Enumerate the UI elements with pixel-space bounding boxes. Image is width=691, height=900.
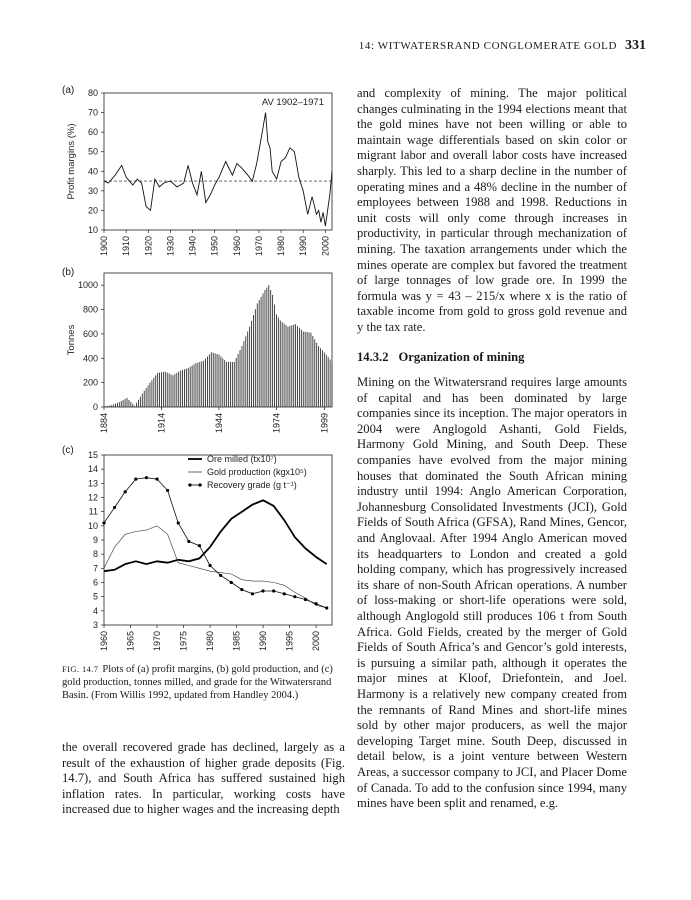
svg-text:40: 40: [87, 166, 98, 177]
svg-text:1950: 1950: [209, 236, 220, 257]
svg-text:13: 13: [87, 478, 98, 489]
svg-text:1985: 1985: [231, 631, 242, 652]
svg-text:10: 10: [87, 520, 98, 531]
svg-text:60: 60: [87, 127, 98, 138]
svg-text:1980: 1980: [276, 236, 287, 257]
svg-text:9: 9: [92, 535, 98, 545]
running-header: [359, 38, 646, 54]
page-number: 331: [625, 38, 646, 53]
svg-text:1995: 1995: [284, 631, 295, 652]
svg-text:Ore milled (tx10⁷): Ore milled (tx10⁷): [207, 454, 277, 464]
svg-text:12: 12: [87, 492, 98, 503]
panel-a-label: (a): [62, 85, 75, 96]
svg-text:70: 70: [87, 107, 98, 118]
svg-text:1960: 1960: [99, 631, 109, 652]
svg-text:1974: 1974: [271, 413, 282, 434]
section-number: 14.3.2: [357, 349, 389, 364]
svg-text:1940: 1940: [187, 236, 198, 257]
svg-text:80: 80: [87, 88, 98, 98]
svg-text:400: 400: [82, 353, 98, 364]
panel-c: [62, 445, 347, 663]
body-paragraph: the overall recovered grade has declined, largely as a result of the exhaustion of higher grade deposits (Fig. 14.7), and South Africa has suffered sustained high inflation rates. In particular, working costs have increased due to higher wages and the increasing depth: [62, 740, 345, 817]
svg-text:1914: 1914: [156, 413, 167, 434]
body-paragraph: and complexity of mining. The major political changes culminating in the 1994 elections meant that the gold mines have not been willing or able to maintain wage differentials based on skin color or migrant labor and overall labor costs have increased sharply. This led to a sharp decline in the number of operating mines and a 48% decline in the number of employees between 1988 and 1998. Reductions in unit costs will only come through increases in productivity, in particular through mechanization of mining. The taxation arrangements under which the mines operate are complex but favored the treatment of large tonnages of low grade ore. In 1999 the formula was y = 43 – 215/x where x is the ratio of taxable income from gold to gross gold revenue and y the tax rate.: [357, 86, 627, 334]
svg-text:Recovery grade (g t⁻¹): Recovery grade (g t⁻¹): [207, 480, 297, 490]
svg-text:Profit margins (%): Profit margins (%): [66, 123, 77, 200]
svg-text:11: 11: [88, 506, 98, 517]
svg-text:5: 5: [92, 591, 98, 602]
caption-label: FIG. 14.7: [62, 664, 99, 674]
svg-text:3: 3: [92, 620, 98, 630]
svg-text:1970: 1970: [152, 631, 163, 652]
svg-text:4: 4: [92, 605, 98, 616]
left-column: [62, 740, 345, 818]
svg-text:1980: 1980: [205, 631, 216, 652]
right-column: [357, 86, 627, 812]
svg-text:AV 1902–1971: AV 1902–1971: [261, 97, 324, 108]
svg-text:20: 20: [87, 205, 98, 216]
svg-text:1910: 1910: [121, 236, 132, 257]
svg-text:30: 30: [87, 185, 98, 196]
svg-text:200: 200: [82, 377, 98, 388]
svg-text:8: 8: [92, 549, 98, 560]
svg-text:6: 6: [92, 577, 98, 588]
figure-14-7: [62, 85, 347, 663]
svg-text:600: 600: [82, 328, 98, 339]
svg-text:50: 50: [87, 146, 98, 157]
panel-c-label: (c): [62, 445, 74, 456]
body-paragraph: Mining on the Witwatersrand requires large amounts of capital and has been dominated by large companies since its inception. The major operators in 2004 were Anglogold Ashanti, Gold Fields, Harmony Gold Mining, and South Deep. These companies have evolved from the major mining houses that dominated the South African mining industry until 1994: Anglo American Corporation, Johannesburg Consolidated Investments (JCI), Gold Fields of South Africa (GFSA), Rand Mines, Gencor, and Anglovaal. After 1994 Anglo American moved its headquarters to London and created a gold holding company, which has progressively increased its share of non-South African operations. A number of loss-making or short-life operations were sold, although Anglogold still produces 106 t from South Africa. Gold Fields, created by the merger of Gold Fields of South Africa’s and Gencor’s gold interests, is pursuing a similar path, although it operates the major mines at Kloof, Driefontein, and Joel. Harmony is a relatively new company created from the remnants of Rand Mines and short-life mines sold by other major producers, as well the major developing Target mine. South Deep, discussed in detail below, is a joint venture between Western Areas, a successor company to JCI, and Placer Dome of Canada. To add to the confusion since 1994, many mines have been split and renamed, e.g.: [357, 375, 627, 811]
svg-text:Tonnes: Tonnes: [66, 324, 77, 356]
svg-text:1960: 1960: [231, 236, 242, 257]
figure-caption: [62, 663, 345, 702]
svg-text:1920: 1920: [143, 236, 154, 257]
svg-text:1000: 1000: [77, 280, 98, 291]
svg-text:1900: 1900: [99, 236, 109, 257]
profit-margin-chart: [62, 85, 347, 267]
svg-text:14: 14: [87, 464, 98, 475]
svg-text:1930: 1930: [165, 236, 176, 257]
svg-text:10: 10: [87, 225, 98, 235]
svg-text:1970: 1970: [253, 236, 264, 257]
svg-text:2000: 2000: [311, 631, 322, 652]
svg-text:7: 7: [92, 563, 98, 574]
svg-text:15: 15: [87, 450, 98, 460]
svg-text:Gold production (kgx10⁵): Gold production (kgx10⁵): [207, 467, 307, 477]
svg-text:1965: 1965: [125, 631, 136, 652]
panel-b-label: (b): [62, 267, 75, 278]
svg-text:1999: 1999: [319, 413, 330, 434]
svg-text:1990: 1990: [258, 631, 269, 652]
svg-text:1975: 1975: [178, 631, 189, 652]
panel-a: [62, 85, 347, 267]
svg-text:1884: 1884: [99, 413, 109, 434]
svg-text:2000: 2000: [320, 236, 331, 257]
panel-b: [62, 267, 347, 445]
ore-grade-production-chart: [62, 445, 347, 663]
svg-text:0: 0: [92, 402, 98, 412]
gold-production-chart: [62, 267, 347, 445]
svg-text:1990: 1990: [298, 236, 309, 257]
caption-text: Plots of (a) profit margins, (b) gold production, and (c) gold production, tonnes milled, and grade for the Witwatersrand Basin. (From Willis 1992, updated from Handley 2004.): [62, 664, 333, 701]
section-heading: [357, 350, 627, 366]
svg-text:800: 800: [82, 304, 98, 315]
section-title: Organization of mining: [398, 349, 525, 364]
running-title: 14: WITWATERSRAND CONGLOMERATE GOLD: [358, 40, 617, 52]
svg-text:1944: 1944: [213, 413, 224, 434]
